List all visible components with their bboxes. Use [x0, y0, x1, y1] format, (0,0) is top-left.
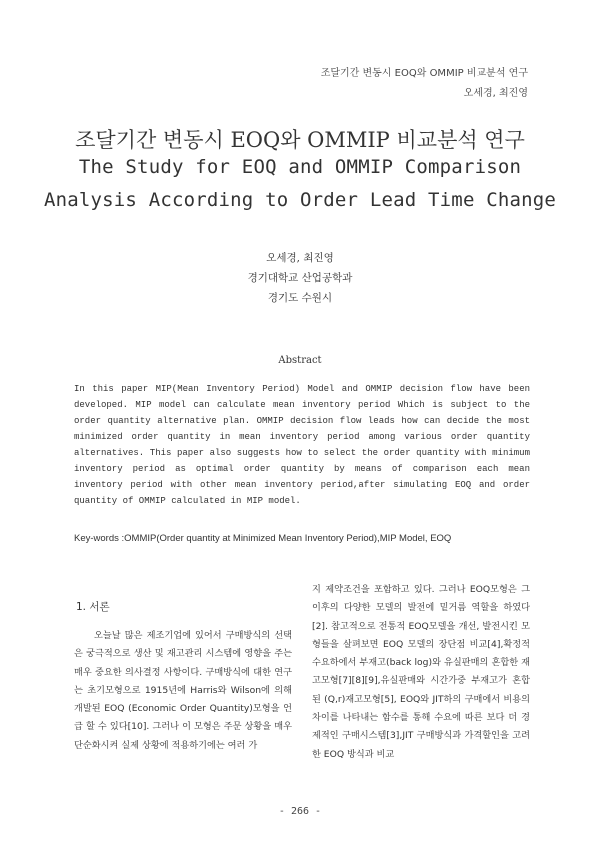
paper-title-korean: 조달기간 변동시 EOQ와 OMMIP 비교분석 연구 [75, 128, 525, 152]
body-column-right: 지 제약조건을 포함하고 있다. 그러나 EOQ모형은 그 이후의 다양한 모델의 발전에 밑거름 역할을 하였다[2]. 참고적으로 전통적 EOQ모델을 개선, 발전시킨 모형들을 살펴보면 EOQ 모델의 장단점 비교[4],확정적 수요하에서 부재고(back log)와 유실판매의 혼합한 재고모형[7][8][9],유실판매와 시간가중 부재고가 혼합된 (Q,r)재고모형[5], EOQ와 JIT하의 구매에서 비용의 차이를 나타내는 함수를 통해 수요에 따른 보다 더 경제적인 구매시스템[3],JIT 구매방식과 가격할인을 고려한 EOQ 방식과 비교 [312, 584, 530, 760]
running-authors: 오세경, 최진영 [463, 88, 528, 99]
page-number: - 266 - [278, 806, 322, 817]
abstract-heading: Abstract [278, 355, 322, 366]
author-names: 오세경, 최진영 [266, 252, 334, 264]
paper-title-english-line2: Analysis According to Order Lead Time Change [43, 189, 557, 211]
author-affiliation: 경기대학교 산업공학과 [247, 272, 353, 284]
body-column-left: 오늘날 많은 제조기업에 있어서 구매방식의 선택은 궁극적으로 생산 및 재고관리 시스템에 영향을 주는 매우 중요한 의사결정 사항이다. 구매방식에 대한 연구는 초기모형으로 1915년에 Harris와 Wilson에 의해 개발된 EOQ (Economic Order Quantity)모형을 언급 할 수 있다[10]. 그러나 이 모형은 주문 상황을 매우 단순화시켜 실제 상황에 적용하기에는 여러 가 [74, 630, 292, 751]
section-heading: 1. 서론 [76, 601, 110, 613]
abstract-text: In this paper MIP(Mean Inventory Period) Model and OMMIP decision flow have been developed. MIP model can calculate mean inventory period Which is subject to the order quantity alternative plan. OMMIP decision flow leads how can decide the most minimized order quantity in mean inventory period among various order quantity alternatives. This paper also suggests how to select the order quantity with minimum inventory period as optimal order quantity by means of comparison each mean inventory period with other mean inventory period,after simulating EOQ and order quantity of OMMIP calculated in MIP model. [74, 384, 530, 506]
keywords: Key-words :OMMIP(Order quantity at Minimized Mean Inventory Period),MIP Model, EOQ [74, 533, 452, 544]
running-title: 조달기간 변동시 EOQ와 OMMIP 비교분석 연구 [320, 68, 528, 79]
author-location: 경기도 수원시 [267, 292, 333, 304]
paper-title-english-line1: The Study for EOQ and OMMIP Comparison [78, 156, 522, 178]
